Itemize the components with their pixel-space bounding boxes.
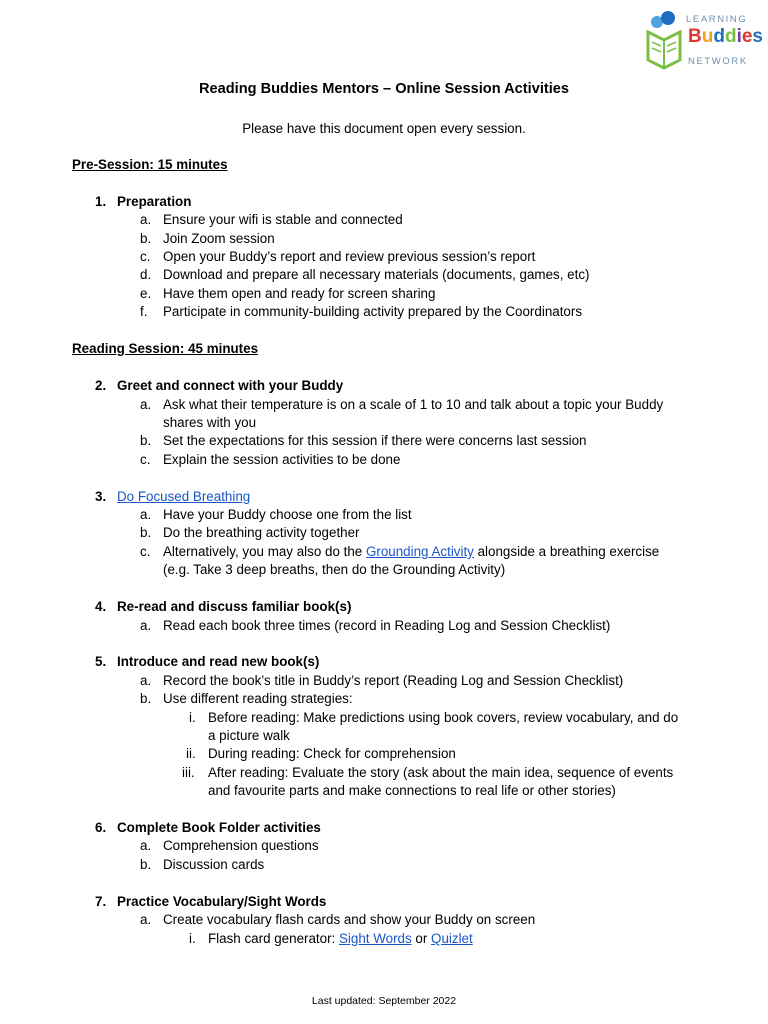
list-item: Ensure your wifi is stable and connected	[163, 212, 403, 227]
list-item: Have them open and ready for screen sharing	[163, 286, 436, 301]
list-marker: a.	[140, 212, 152, 227]
list-marker: c.	[140, 544, 151, 559]
list-item: Set the expectations for this session if there were concerns last session	[163, 433, 587, 448]
list-item-continuation: (e.g. Take 3 deep breaths, then do the Grounding Activity)	[163, 562, 506, 577]
list-item: Do the breathing activity together	[163, 525, 360, 540]
list-item: Comprehension questions	[163, 838, 319, 853]
step-label: Introduce and read new book(s)	[117, 654, 320, 669]
step-number: 7.	[95, 894, 107, 909]
list-marker: d.	[140, 267, 152, 282]
step-number: 4.	[95, 599, 107, 614]
sight-words-link[interactable]: Sight Words	[339, 931, 412, 946]
step-number: 3.	[95, 489, 107, 504]
learning-buddies-logo	[644, 10, 763, 72]
page-subtitle: Please have this document open every session.	[242, 121, 526, 136]
step-label: Greet and connect with your Buddy	[117, 378, 344, 393]
list-marker: b.	[140, 231, 152, 246]
list-item: Open your Buddy’s report and review previous session’s report	[163, 249, 536, 264]
list-item-continuation: shares with you	[163, 415, 257, 430]
list-marker: a.	[140, 673, 152, 688]
sublist-marker: i.	[189, 710, 196, 725]
list-item: Explain the session activities to be done	[163, 452, 401, 467]
list-item: Have your Buddy choose one from the list	[163, 507, 412, 522]
list-marker: a.	[140, 912, 152, 927]
logo-emblem-icon	[644, 10, 684, 72]
pre-session-heading: Pre-Session: 15 minutes	[72, 157, 228, 172]
list-item: Join Zoom session	[163, 231, 275, 246]
logo-line2: Buddies	[688, 26, 763, 47]
step-number: 1.	[95, 194, 107, 209]
list-item: Download and prepare all necessary materials (documents, games, etc)	[163, 267, 590, 282]
sublist-item-continuation: and favourite parts and make connections to real life or other stories)	[208, 783, 616, 798]
list-marker: a.	[140, 618, 152, 633]
logo-line3: NETWORK	[688, 56, 748, 67]
step-label: Practice Vocabulary/Sight Words	[117, 894, 327, 909]
sublist-item-continuation: a picture walk	[208, 728, 290, 743]
list-marker: e.	[140, 286, 152, 301]
list-marker: b.	[140, 691, 152, 706]
sublist-item: Flash card generator: Sight Words or Quizlet	[208, 931, 473, 946]
step-label: Re-read and discuss familiar book(s)	[117, 599, 352, 614]
list-item: Discussion cards	[163, 857, 265, 872]
list-marker: f.	[140, 304, 148, 319]
step-number: 6.	[95, 820, 107, 835]
list-marker: b.	[140, 525, 152, 540]
sublist-marker: i.	[189, 931, 196, 946]
last-updated-footer: Last updated: September 2022	[311, 995, 457, 1007]
sublist-item: After reading: Evaluate the story (ask about the main idea, sequence of events	[208, 765, 674, 780]
list-marker: a.	[140, 838, 152, 853]
list-item: Alternatively, you may also do the Grounding Activity alongside a breathing exercise	[163, 544, 660, 559]
list-item: Participate in community-building activity prepared by the Coordinators	[163, 304, 583, 319]
page-title: Reading Buddies Mentors – Online Session Activities	[198, 81, 570, 97]
list-marker: c.	[140, 452, 151, 467]
list-item: Use different reading strategies:	[163, 691, 353, 706]
quizlet-link[interactable]: Quizlet	[431, 931, 473, 946]
step-number: 5.	[95, 654, 107, 669]
sublist-marker: ii.	[186, 746, 196, 761]
step-label: Preparation	[117, 194, 192, 209]
list-marker: b.	[140, 433, 152, 448]
list-item: Ask what their temperature is on a scale of 1 to 10 and talk about a topic your Buddy	[163, 397, 664, 412]
list-marker: a.	[140, 507, 152, 522]
list-item: Read each book three times (record in Reading Log and Session Checklist)	[163, 618, 611, 633]
sublist-item: During reading: Check for comprehension	[208, 746, 456, 761]
list-marker: a.	[140, 397, 152, 412]
list-marker: c.	[140, 249, 151, 264]
logo-line1: LEARNING	[686, 14, 748, 25]
reading-session-heading: Reading Session: 45 minutes	[72, 341, 259, 356]
list-marker: b.	[140, 857, 152, 872]
sublist-marker: iii.	[182, 765, 195, 780]
list-item: Create vocabulary flash cards and show your Buddy on screen	[163, 912, 536, 927]
sublist-item: Before reading: Make predictions using book covers, review vocabulary, and do	[208, 710, 679, 725]
step-label: Complete Book Folder activities	[117, 820, 321, 835]
list-item: Record the book’s title in Buddy’s report (Reading Log and Session Checklist)	[163, 673, 624, 688]
step-number: 2.	[95, 378, 107, 393]
grounding-activity-link[interactable]: Grounding Activity	[365, 544, 474, 559]
focused-breathing-link[interactable]: Do Focused Breathing	[117, 489, 251, 504]
